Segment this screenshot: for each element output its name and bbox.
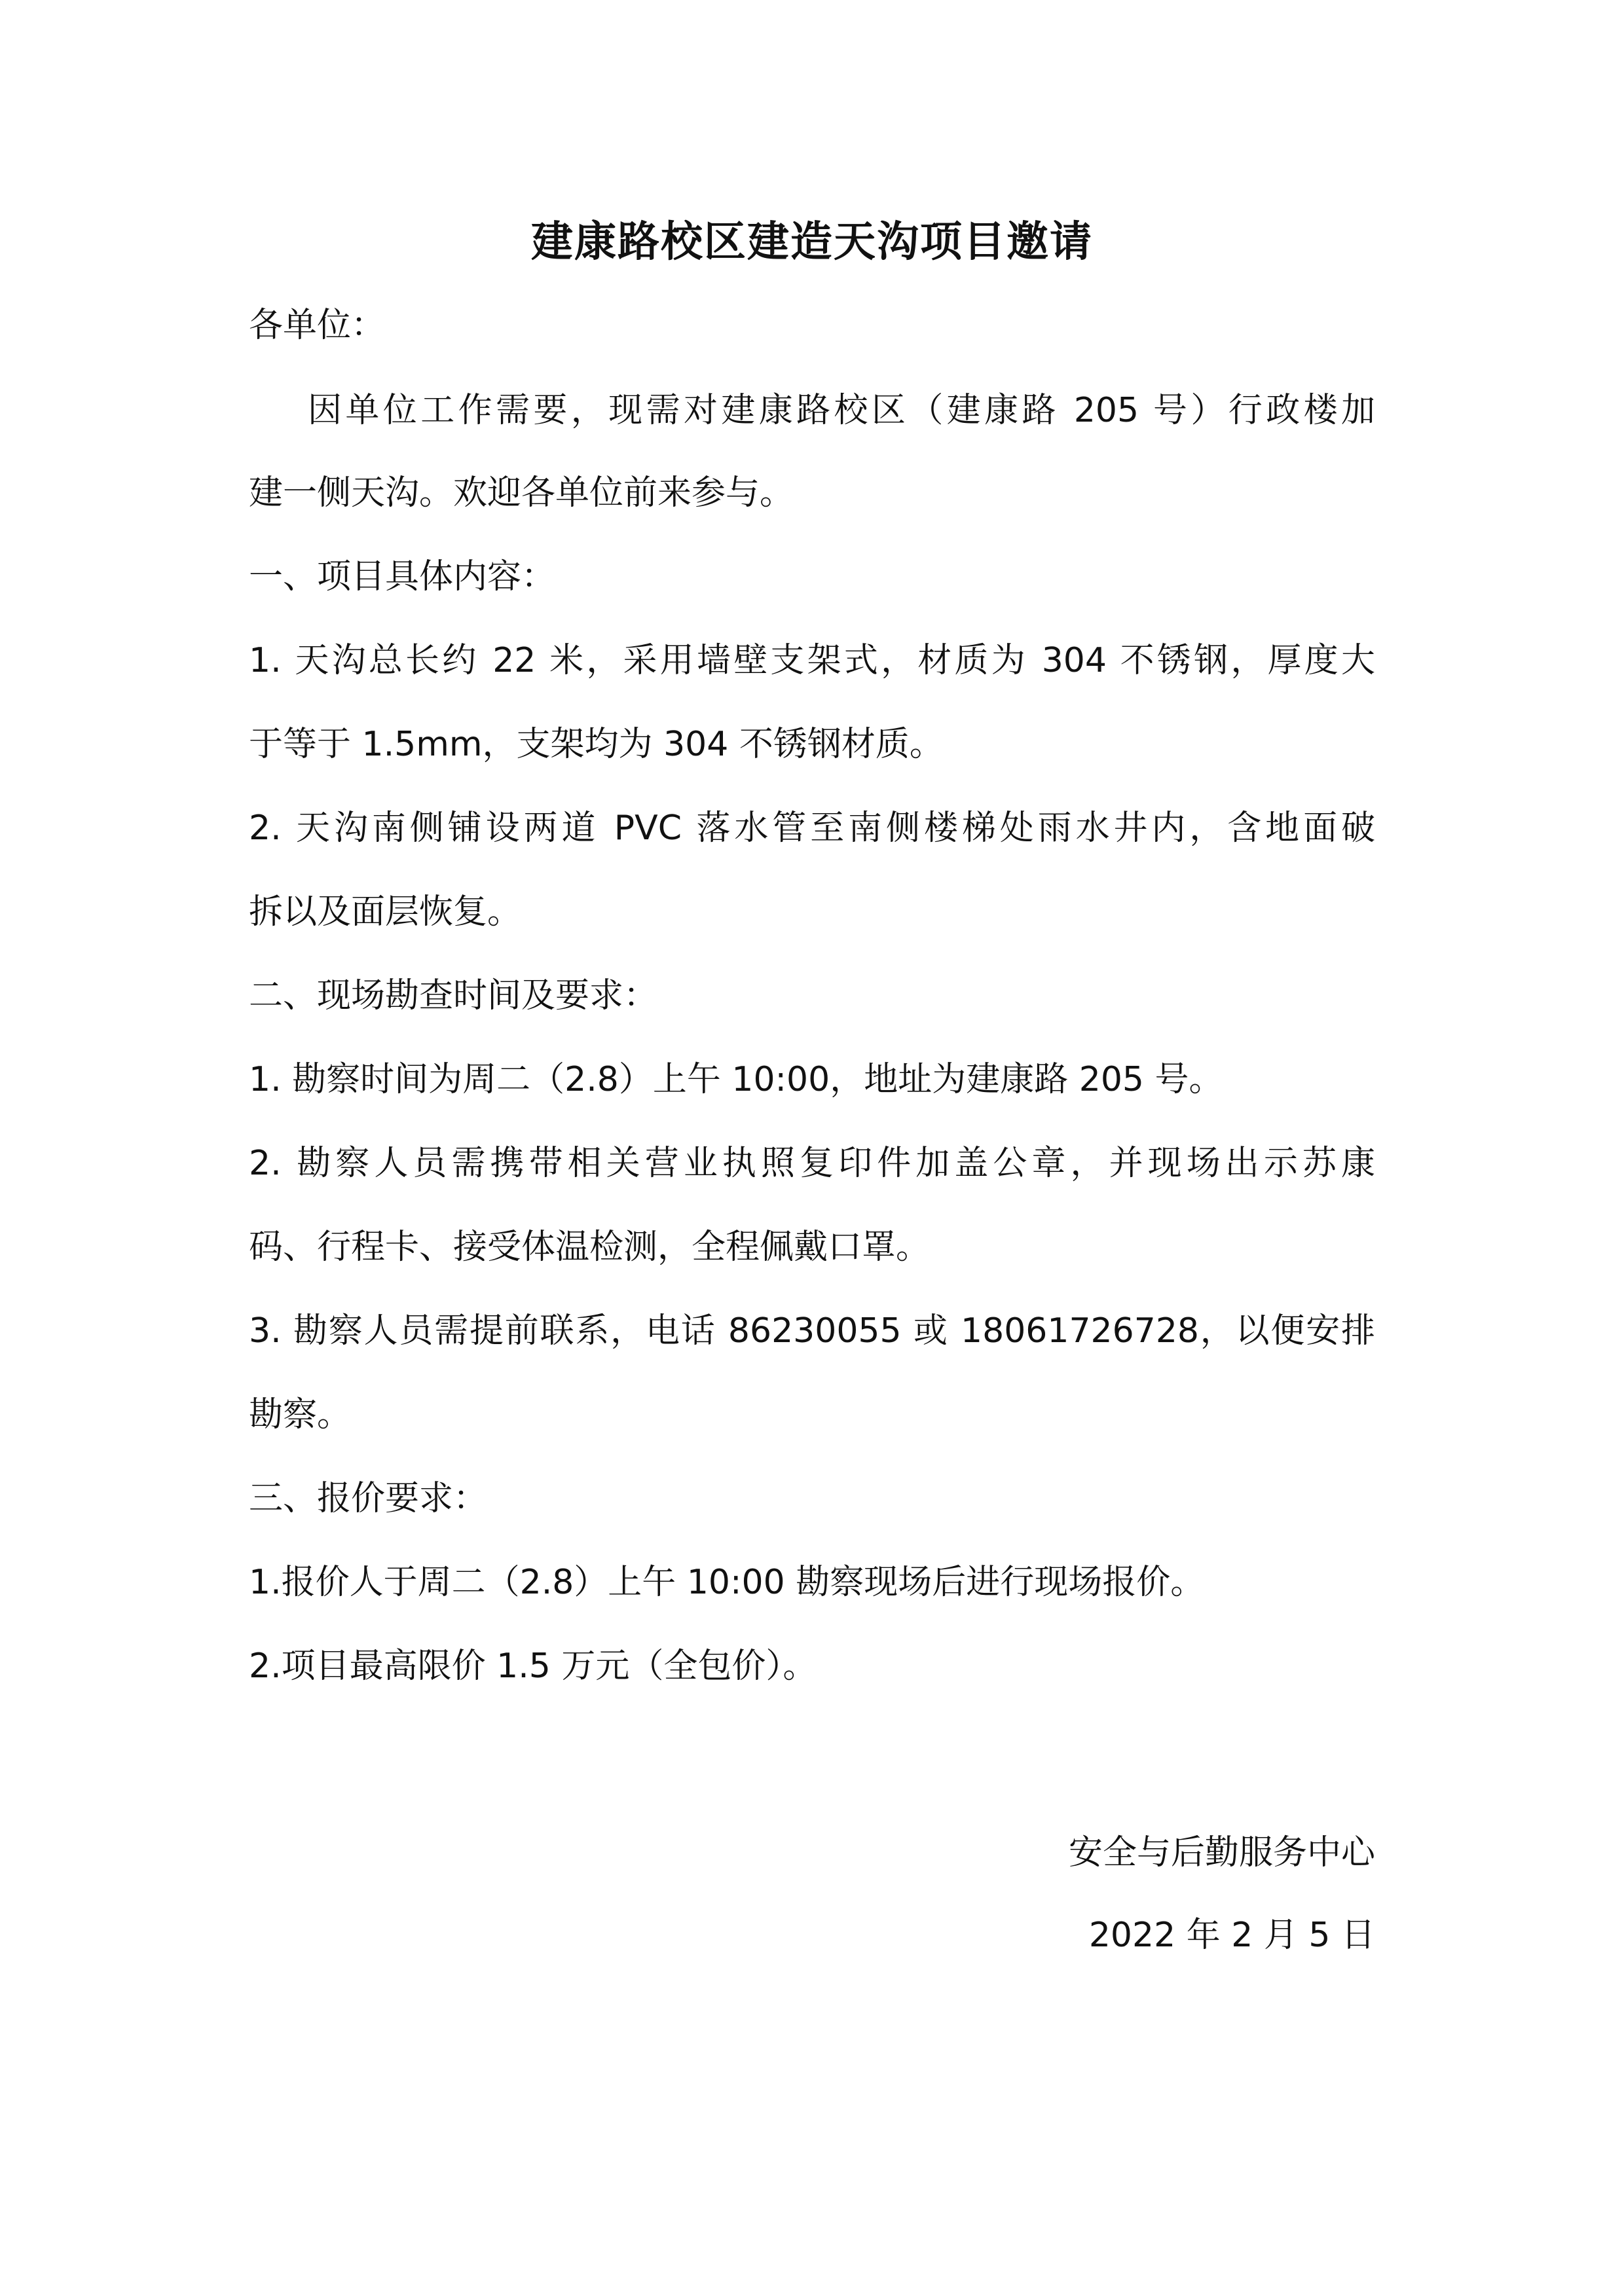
section-1-item-1-line-2: 于等于 1.5mm，支架均为 304 不锈钢材质。: [249, 725, 944, 764]
section-1-item-2-line-1: 2. 天沟南侧铺设两道 PVC 落水管至南侧楼梯处雨水井内，含地面破: [249, 809, 1375, 848]
section-2-heading: 二、现场勘查时间及要求：: [249, 976, 658, 1015]
section-2-item-2-line-2: 码、行程卡、接受体温检测，全程佩戴口罩。: [249, 1228, 931, 1267]
section-1-item-2-line-2: 拆以及面层恢复。: [249, 892, 522, 932]
section-2-item-2-line-1: 2. 勘察人员需携带相关营业执照复印件加盖公章，并现场出示苏康: [249, 1144, 1375, 1183]
intro-line-2: 建一侧天沟。欢迎各单位前来参与。: [249, 473, 794, 513]
document-title: 建康路校区建造天沟项目邀请: [531, 218, 1093, 266]
intro-line-1: 因单位工作需要，现需对建康路校区（建康路 205 号）行政楼加: [308, 391, 1375, 430]
signature-organization: 安全与后勤服务中心: [1068, 1833, 1375, 1872]
section-2-item-1: 1. 勘察时间为周二（2.8）上午 10:00，地址为建康路 205 号。: [249, 1060, 1223, 1099]
section-3-item-1: 1.报价人于周二（2.8）上午 10:00 勘察现场后进行现场报价。: [249, 1563, 1205, 1602]
signature-date: 2022 年 2 月 5 日: [1088, 1916, 1375, 1955]
section-1-item-1-line-1: 1. 天沟总长约 22 米，采用墙壁支架式，材质为 304 不锈钢，厚度大: [249, 641, 1375, 680]
salutation: 各单位：: [249, 306, 386, 345]
section-3-item-2: 2.项目最高限价 1.5 万元（全包价）。: [249, 1647, 817, 1686]
section-3-heading: 三、报价要求：: [249, 1479, 488, 1518]
section-2-item-3-line-2: 勘察。: [249, 1395, 352, 1434]
section-1-heading: 一、项目具体内容：: [249, 557, 556, 596]
section-2-item-3-line-1: 3. 勘察人员需提前联系，电话 86230055 或 18061726728，以便安排: [249, 1311, 1375, 1351]
